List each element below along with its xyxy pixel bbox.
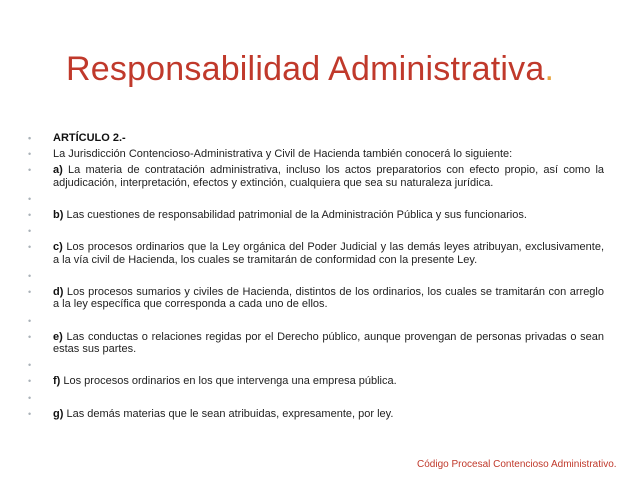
item-letter: a) <box>53 164 63 177</box>
item-text: Los procesos ordinarios que la Ley orgánica del Poder Judicial y las demás leyes atribuyan, exclusivamente, a la vía civil de Hacienda, los cuales se tramitarán de conformidad con la presente Ley. <box>53 241 605 266</box>
list-item-d <box>28 286 604 311</box>
item-text: Las conductas o relaciones regidas por el Derecho público, aunque provengan de personas privadas o sean estas sus partes. <box>53 330 604 356</box>
empty-bullet <box>28 359 604 371</box>
item-letter: b) <box>53 209 64 222</box>
item-letter: g) <box>53 407 64 420</box>
empty-bullet <box>28 193 604 205</box>
item-letter: c) <box>53 241 63 254</box>
footer-source: Código Procesal Contencioso Administrativo. <box>417 459 617 470</box>
list-item-c <box>28 241 604 266</box>
list-item-g <box>28 408 604 420</box>
empty-bullet <box>28 225 604 237</box>
slide-title <box>66 50 554 89</box>
slide-title-text: Responsabilidad Administrativa <box>66 50 545 88</box>
list-item-f <box>28 375 604 387</box>
item-letter: d) <box>53 286 64 299</box>
article-heading: • ARTÍCULO 2.- <box>28 132 604 144</box>
item-text: La materia de contratación administrativa, incluso los actos preparatorios con efecto propio, así como la adjudicación, interpretación, efectos y extinción, cualquiera que sea su naturaleza jurídica. <box>53 164 604 189</box>
bullet-list <box>28 132 604 424</box>
list-item-a <box>28 164 604 189</box>
item-text: Las cuestiones de responsabilidad patrimonial de la Administración Pública y sus funcionarios. <box>66 209 527 222</box>
empty-bullet <box>28 270 604 282</box>
list-item-b <box>28 209 604 221</box>
empty-bullet <box>28 392 604 404</box>
slide-title-dot: . <box>544 50 555 88</box>
item-text: Los procesos sumarios y civiles de Hacienda, distintos de los ordinarios, los cuales se tramitarán con arreglo a la ley específica que corresponda a cada uno de ellos. <box>53 286 604 311</box>
intro-text: • La Jurisdicción Contencioso-Administrativa y Civil de Hacienda también conocerá lo siguiente: <box>28 148 604 160</box>
item-letter: e) <box>53 330 63 343</box>
item-text: Las demás materias que le sean atribuidas, expresamente, por ley. <box>66 407 394 420</box>
item-letter: f) <box>53 375 61 388</box>
item-text: Los procesos ordinarios en los que intervenga una empresa pública. <box>63 375 397 388</box>
empty-bullet <box>28 315 604 327</box>
list-item-e <box>28 331 604 356</box>
